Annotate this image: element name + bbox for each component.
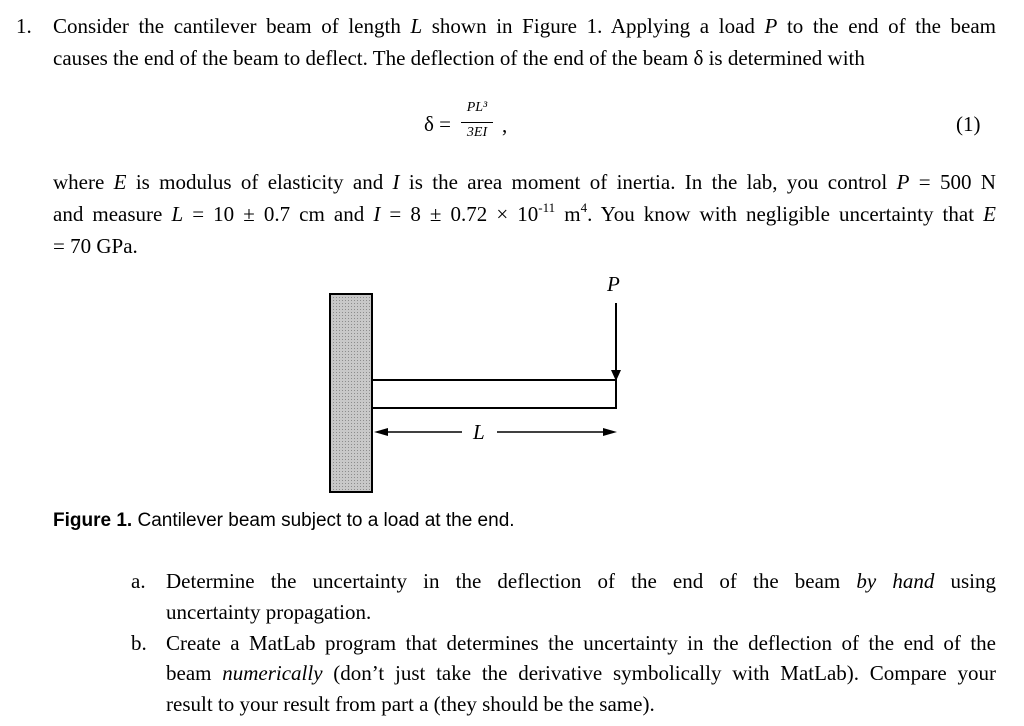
question-b-line-3: result to your result from part a (they should be the same).	[166, 692, 655, 716]
where-line-2: and measure L = 10 ± 0.7 cm and $I = 8 \pm 0.72 \times 10^{-11}$ $m^4$. You know with negligible uncertainty that E	[53, 200, 996, 226]
intro-line-2: causes the end of the beam to deflect. The deflection of the end of the beam δ is determined with	[53, 46, 865, 70]
equation-lhs: δ =	[424, 112, 451, 136]
equation-number: (1)	[956, 112, 981, 136]
length-dimension-arrow	[374, 428, 617, 436]
question-b-letter: b.	[131, 631, 147, 655]
figure-caption: Figure 1. Cantilever beam subject to a load at the end.	[53, 510, 515, 531]
fixed-wall	[330, 294, 372, 492]
equation-denominator: 3EI	[466, 125, 488, 140]
where-line-3: = 70 GPa.	[53, 234, 138, 258]
question-b-line-1: Create a MatLab program that determines the uncertainty in the deflection of the end of the	[166, 631, 996, 655]
where-line-1: where E is modulus of elasticity and I is the area moment of inertia. In the lab, you control P = 500 N	[53, 170, 996, 194]
question-a-line-1: Determine the uncertainty in the deflection of the end of the beam by hand using	[166, 569, 997, 593]
question-a-line-2: uncertainty propagation.	[166, 600, 372, 624]
load-arrow	[611, 303, 621, 381]
beam	[372, 380, 616, 408]
load-label: P	[607, 272, 620, 296]
question-a-letter: a.	[131, 569, 146, 593]
intro-line-1: Consider the cantilever beam of length L shown in Figure 1. Applying a load P to the end of the beam	[53, 14, 997, 38]
length-label: L	[473, 420, 485, 444]
problem-number: 1.	[16, 14, 32, 38]
equation-comma: ,	[502, 113, 508, 137]
equation-numerator: PL³	[466, 100, 488, 115]
question-b-line-2: beam numerically (don’t just take the derivative symbolically with MatLab). Compare your	[166, 661, 996, 685]
